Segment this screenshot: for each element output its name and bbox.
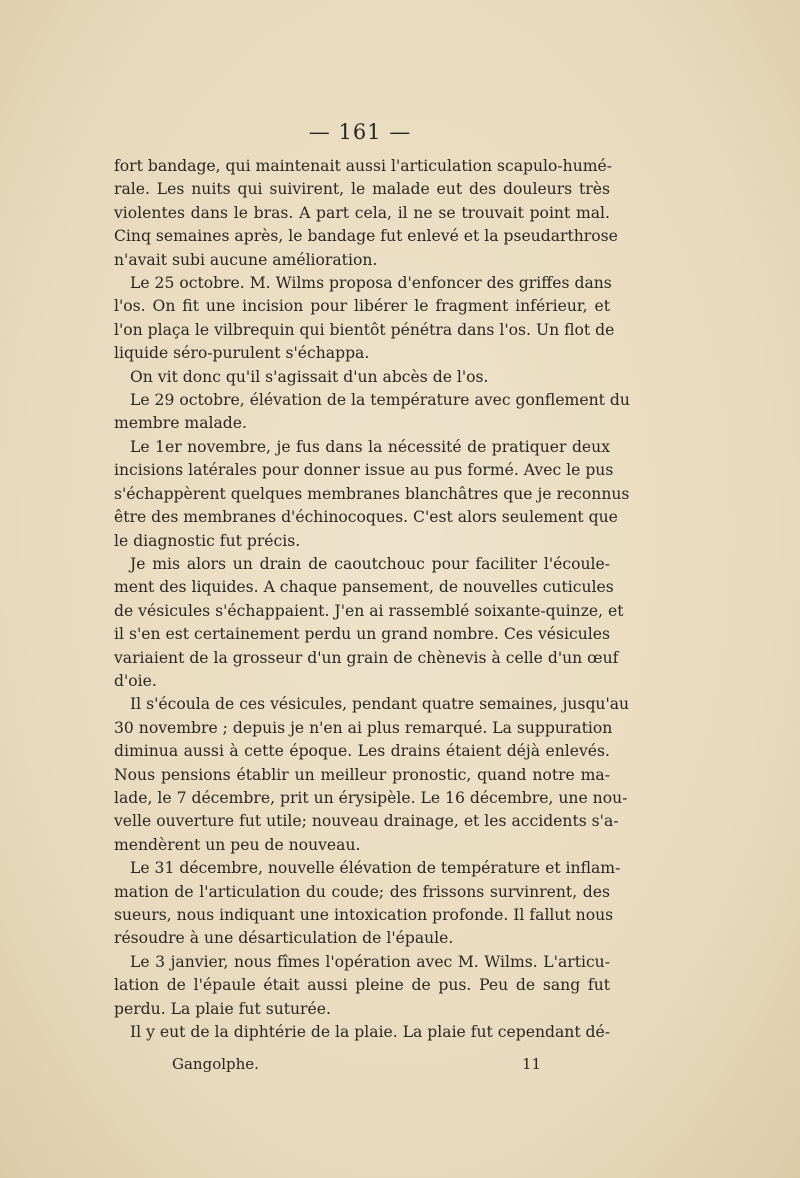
paragraph (114, 553, 624, 693)
text-line: ment des liquides. A chaque pansement, de nouvelles cuticules (114, 578, 614, 597)
text-line: perdu. La plaie fut suturée. (114, 999, 331, 1018)
paragraph (114, 693, 630, 857)
text-line: On vit donc qu'il s'agissait d'un abcès de l'os. (130, 367, 489, 386)
text-line: Le 3 janvier, nous fîmes l'opération avec M. Wilms. L'articu- (130, 952, 610, 971)
paragraph (114, 366, 610, 389)
text-line: Le 1er novembre, je fus dans la nécessité de pratiquer deux (130, 437, 610, 456)
text-line: Je mis alors un drain de caoutchouc pour faciliter l'écoule- (130, 554, 610, 573)
text-line: mation de l'articulation du coude; des frissons survinrent, des (114, 882, 610, 901)
text-line: fort bandage, qui maintenait aussi l'articulation scapulo-humé- (114, 157, 613, 175)
text-line: diminua aussi à cette époque. Les drains étaient déjà enlevés. (114, 742, 610, 761)
text-line: Cinq semaines après, le bandage fut enlevé et la pseudarthrose (114, 227, 618, 246)
text-line: n'avait subi aucune amélioration. (114, 250, 378, 269)
paragraph (114, 857, 621, 951)
text-line: être des membranes d'échinocoques. C'est alors seulement que (114, 508, 618, 527)
text-line: violentes dans le bras. A part cela, il ne se trouvait point mal. (114, 203, 610, 222)
paragraph (114, 951, 610, 1021)
text-line: liquide séro-purulent s'échappa. (114, 344, 370, 363)
running-author: Gangolphe. (172, 1055, 259, 1073)
text-line: il s'en est certainement perdu un grand nombre. Ces vésicules (114, 625, 610, 644)
paragraph (114, 1021, 610, 1044)
text-line: Il s'écoula de ces vésicules, pendant quatre semaines, jusqu'au (130, 695, 630, 714)
paragraph (114, 436, 630, 553)
text-line: membre malade. (114, 414, 247, 433)
text-line: Il y eut de la diphtérie de la plaie. La plaie fut cependant dé- (130, 1023, 611, 1042)
text-line: de vésicules s'échappaient. J'en ai rassemblé soixante-quinze, et (114, 601, 624, 620)
text-line: Le 29 octobre, élévation de la température avec gonflement du (130, 391, 630, 410)
text-line: sueurs, nous indiquant une intoxication profonde. Il fallut nous (114, 906, 614, 924)
text-line: le diagnostic fut précis. (114, 531, 301, 550)
text-line: l'os. On fit une incision pour libérer le fragment inférieur, et (114, 297, 610, 316)
text-line: variaient de la grosseur d'un grain de chènevis à celle d'un œuf (114, 648, 619, 667)
text-line: lation de l'épaule était aussi pleine de pus. Peu de sang fut (114, 976, 610, 995)
text-line: 30 novembre ; depuis je n'en ai plus remarqué. La suppuration (114, 718, 613, 737)
text-line: Le 31 décembre, nouvelle élévation de température et inflam- (130, 859, 621, 878)
paragraph (114, 272, 615, 366)
text-line: velle ouverture fut utile; nouveau drainage, et les accidents s'a- (114, 812, 619, 831)
text-line: incisions latérales pour donner issue au pus formé. Avec le pus (114, 461, 614, 480)
text-line: d'oie. (114, 671, 157, 690)
signature-mark: 11 (522, 1055, 542, 1073)
paragraph (114, 155, 618, 272)
text-line: rale. Les nuits qui suivirent, le malade eut des douleurs très (114, 180, 610, 199)
text-line: Le 25 octobre. M. Wilms proposa d'enfoncer des griffes dans (130, 274, 612, 293)
text-line: lade, le 7 décembre, prit un érysipèle. Le 16 décembre, une nou- (114, 788, 628, 807)
page-number: — 161 — (308, 120, 412, 144)
paragraph (114, 389, 630, 436)
text-line: s'échappèrent quelques membranes blanchâtres que je reconnus (114, 484, 630, 503)
body-text (114, 155, 630, 1044)
text-line: Nous pensions établir un meilleur pronostic, quand notre ma- (114, 765, 610, 784)
text-line: mendèrent un peu de nouveau. (114, 835, 361, 854)
text-line: l'on plaça le vilbrequin qui bientôt pénétra dans l'os. Un flot de (114, 320, 615, 339)
text-line: résoudre à une désarticulation de l'épaule. (114, 929, 454, 948)
